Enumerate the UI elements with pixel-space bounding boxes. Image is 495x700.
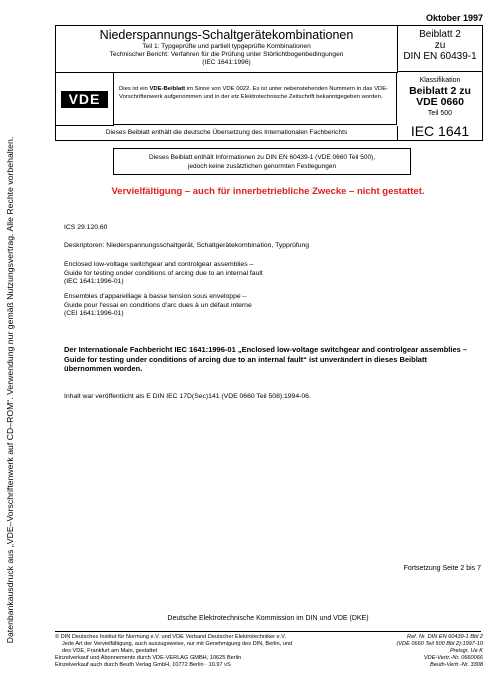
logo-cell bbox=[56, 73, 114, 126]
iec-number: IEC 1641 bbox=[410, 123, 470, 139]
footer-right-line-4: VDE-Vertr.-Nr. 0660066 bbox=[423, 655, 483, 661]
vde-note bbox=[114, 73, 397, 125]
info-box bbox=[113, 148, 411, 175]
issue-date: Oktober 1997 bbox=[425, 13, 483, 23]
english-title-line-3: (IEC 1641:1996-01) bbox=[64, 278, 124, 286]
classification-label: Klassifikation bbox=[419, 77, 461, 84]
french-title-line-1: Ensembles d'appareillage à basse tension sous enveloppe – bbox=[64, 293, 247, 300]
classification-teil: Teil 500 bbox=[427, 110, 453, 117]
french-title-line-2: Guide pour l'essai en conditions d'arc dues à un défaut interne bbox=[64, 301, 252, 309]
ics-code: ICS 29.120.60 bbox=[64, 224, 108, 231]
note-prefix: Dies ist ein bbox=[119, 86, 150, 92]
beiblatt-line-1: Beiblatt 2 bbox=[419, 29, 461, 40]
footer-right bbox=[396, 634, 483, 669]
classification-beiblatt: Beiblatt 2 zu bbox=[409, 85, 471, 97]
footer-right-line-1: Ref. Nr. DIN EN 60439-1 Bbl 2 bbox=[407, 634, 483, 640]
publication-note: Inhalt war veröffentlicht als E DIN IEC 17D(Sec)141 (VDE 0660 Teil 508):1994-06. bbox=[64, 393, 311, 400]
english-title-line-2: Guide for testing under conditions of arcing due to an internal fault bbox=[64, 269, 263, 277]
footer-left-line-4: Einzelverkauf und Abonnements durch VDE-VERLAG GMBH, 10625 Berlin bbox=[55, 655, 242, 661]
subtitle-line-2: Technischer Bericht: Verfahren für die Prüfung unter Störlichtbogenbedingungen bbox=[109, 51, 344, 59]
footer-left-line-5: Einzelverkauf auch durch Beuth Verlag GmbH, 10772 Berlin · 10.97 vS bbox=[55, 662, 231, 668]
subtitle-line-3: (IEC 1641:1996) bbox=[202, 59, 251, 67]
note-bold: VDE-Beiblatt bbox=[149, 86, 186, 92]
french-title-line-3: (CEI 1641:1996-01) bbox=[64, 310, 124, 318]
footer-divider bbox=[55, 631, 481, 632]
note-rest: im Sinne von VDE 0022. Es ist unter nebenstehenden Nummern in das VDE-Vorschriftenwerk aufgenommen und in der etz Elektrotechnische Zeitschrift bekanntgegeben worden. bbox=[119, 86, 389, 100]
footer-right-line-5: Beuth-Vertr.-Nr. 3308 bbox=[430, 662, 483, 668]
classification-vde: VDE 0660 bbox=[416, 96, 464, 108]
french-title bbox=[64, 293, 252, 319]
vde-logo: VDE bbox=[61, 91, 108, 108]
translation-note: Dieses Beiblatt enthält die deutsche Übersetzung des Internationalen Fachberichts bbox=[56, 126, 398, 140]
subtitle bbox=[56, 43, 397, 68]
footer-right-line-3: Preisgr. Ue K bbox=[449, 648, 483, 654]
dke-commission: Deutsche Elektrotechnische Kommission im DIN und VDE (DKE) bbox=[167, 615, 369, 622]
beiblatt-line-2: zu bbox=[434, 40, 446, 51]
footer-right-line-2: (VDE 0660 Teil 500 Bbl 2):1997-10 bbox=[396, 641, 483, 647]
beiblatt-reference bbox=[398, 26, 482, 72]
adoption-statement: Der Internationale Fachbericht IEC 1641:1996-01 „Enclosed low-voltage switchgear and controlgear assemblies – Guide for testing under conditions of arcing due to an internal fault“ ist unverändert in dieses Beiblatt übernommen worden. bbox=[64, 345, 468, 373]
continuation-note: Fortsetzung Seite 2 bis 7 bbox=[403, 565, 481, 572]
title-cell bbox=[56, 26, 398, 73]
header-block bbox=[55, 25, 483, 141]
info-box-line-1: Dieses Beiblatt enthält Informationen zu DIN EN 60439-1 (VDE 0660 Teil 500), bbox=[148, 154, 376, 161]
footer-left-line-1: © DIN Deutsches Institut für Normung e.V. und VDE Verband Deutscher Elektrotechniker e.V. bbox=[55, 634, 286, 640]
descriptors: Deskriptoren: Niederspannungsschaltgerät, Schaltgerätekombination, Typprüfung bbox=[64, 242, 310, 249]
subtitle-line-1: Teil 1: Typgeprüfte und partiell typgeprüfte Kombinationen bbox=[142, 43, 311, 50]
copyright-side-text bbox=[2, 110, 18, 670]
footer-left-line-3: des VDE, Frankfurt am Main, gestattet bbox=[62, 648, 158, 654]
side-text-label: Datenbankausdruck aus „VDE–Vorschriftenwerk auf CD–ROM“. Verwendung nur gemäß Nutzungsvertrag. Alle Rechte vorbehalten. bbox=[5, 136, 15, 644]
footer-left bbox=[55, 634, 292, 669]
document-title: Niederspannungs-Schaltgerätekombinationen bbox=[99, 28, 354, 42]
classification-cell bbox=[398, 73, 482, 125]
english-title bbox=[64, 261, 263, 287]
beiblatt-line-3: DIN EN 60439-1 bbox=[403, 51, 477, 62]
footer-left-line-2: Jede Art der Vervielfältigung, auch auszugsweise, nur mit Genehmigung des DIN, Berlin, und bbox=[62, 641, 293, 647]
english-title-line-1: Enclosed low-voltage switchgear and controlgear assemblies – bbox=[64, 261, 254, 268]
info-box-line-2: jedoch keine zusätzlichen genormten Festlegungen bbox=[187, 163, 337, 170]
reproduction-warning: Vervielfältigung – auch für innerbetriebliche Zwecke – nicht gestattet. bbox=[111, 186, 425, 197]
